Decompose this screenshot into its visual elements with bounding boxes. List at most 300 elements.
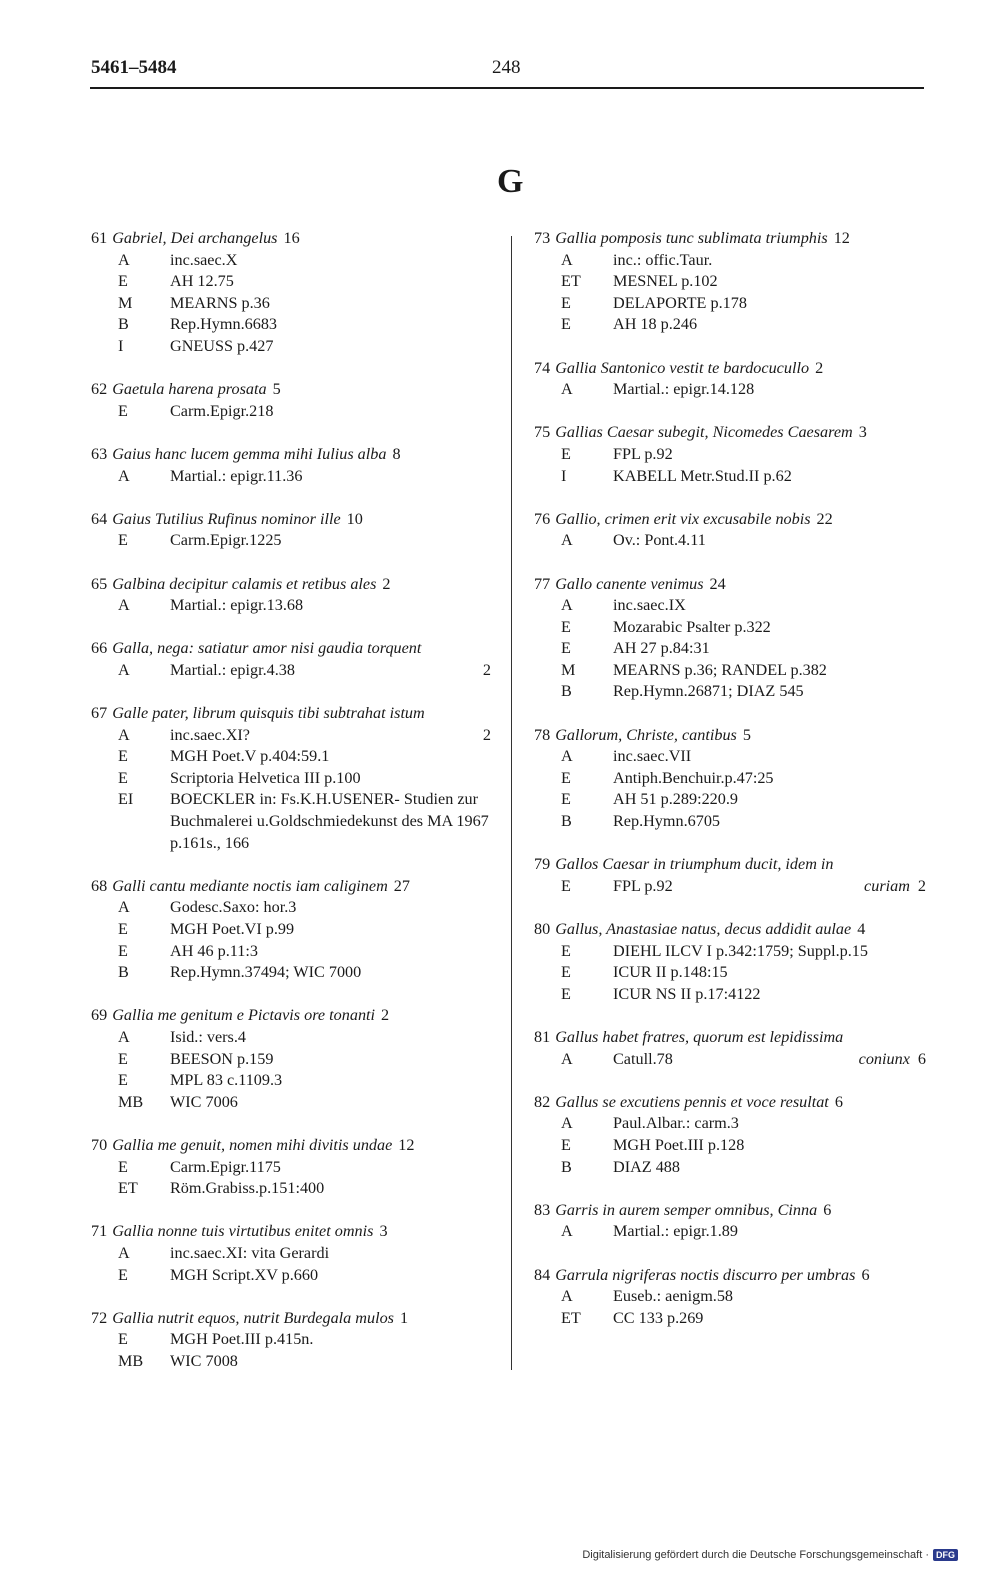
source-text [613, 789, 926, 811]
source-row [534, 638, 926, 660]
source-reference: ICUR II p.148:15 [613, 963, 728, 982]
source-reference: DIAZ 488 [613, 1157, 680, 1176]
source-row [534, 984, 926, 1006]
source-row [534, 876, 926, 898]
source-text [613, 379, 926, 401]
source-reference: inc.: offic.Taur. [613, 250, 713, 269]
entry-line-count: 4 [857, 920, 866, 938]
source-text [170, 768, 491, 790]
source-right-note [859, 1049, 926, 1071]
source-text [170, 293, 491, 315]
entry-incipit: Gaetula harena prosata [112, 380, 267, 399]
source-text [613, 962, 926, 984]
incipit-continuation: coniunx [858, 1049, 910, 1068]
source-code: E [118, 768, 128, 787]
source-text [170, 919, 491, 941]
source-code: E [118, 747, 128, 766]
source-row [534, 811, 926, 833]
source-text [613, 941, 926, 963]
source-reference: MPL 83 c.1109.3 [170, 1071, 283, 1090]
source-text [613, 1049, 926, 1071]
source-row [91, 1049, 491, 1071]
source-code: B [561, 1157, 572, 1176]
entry-number: 67 [91, 704, 108, 723]
entry-number: 64 [91, 509, 108, 528]
source-row [534, 530, 926, 552]
source-text [170, 250, 491, 272]
source-reference: Scriptoria Helvetica III p.100 [170, 768, 361, 787]
source-code: E [561, 639, 571, 658]
source-code: A [561, 531, 573, 550]
source-reference: Martial.: epigr.1.89 [613, 1222, 738, 1241]
entry-number: 75 [534, 423, 551, 442]
entry-heading [534, 574, 926, 596]
entry-line-count: 2 [381, 1006, 390, 1025]
source-row [534, 293, 926, 315]
source-text [170, 1351, 491, 1373]
source-row [91, 660, 491, 682]
source-code: MB [118, 1092, 144, 1111]
source-reference: Rep.Hymn.37494; WIC 7000 [170, 963, 362, 982]
source-text [170, 941, 491, 963]
source-reference: Martial.: epigr.14.128 [613, 380, 755, 399]
source-code: E [561, 617, 571, 636]
source-row [91, 1027, 491, 1049]
source-text [613, 1221, 926, 1243]
source-row [534, 681, 926, 703]
source-code: I [118, 336, 124, 355]
entry-heading [91, 228, 491, 250]
entry-heading [91, 1135, 491, 1157]
entry-number: 65 [91, 574, 108, 593]
entry-incipit: Gabriel, Dei archangelus [112, 229, 278, 247]
source-reference: Carm.Epigr.1175 [170, 1157, 281, 1176]
source-code: A [561, 1114, 573, 1133]
source-text [613, 250, 926, 272]
entry-heading [534, 725, 926, 747]
source-code: E [118, 531, 128, 550]
source-code: M [561, 660, 576, 679]
source-reference: Paul.Albar.: carm.3 [613, 1114, 739, 1133]
source-code: E [561, 444, 571, 463]
source-reference: DELAPORTE p.178 [613, 293, 747, 312]
source-reference: BOECKLER in: Fs.K.H.USENER- Studien zur Buchmalerei u.Goldschmiedekunst des MA 1967 p.161s., 166 [170, 790, 489, 852]
source-code: E [561, 941, 571, 960]
source-row [534, 314, 926, 336]
source-code: A [561, 250, 573, 269]
entry-number: 70 [91, 1135, 108, 1154]
source-reference: KABELL Metr.Stud.II p.62 [613, 466, 792, 485]
source-row [534, 595, 926, 617]
source-row [534, 962, 926, 984]
page-number: 248 [492, 57, 521, 78]
source-text [613, 768, 926, 790]
source-reference: Rep.Hymn.6683 [170, 315, 278, 334]
source-text [170, 336, 491, 358]
source-code: B [118, 315, 129, 334]
source-reference: CC 133 p.269 [613, 1308, 704, 1327]
index-entry [534, 854, 926, 897]
footer-text: Digitalisierung gefördert durch die Deutsche Forschungsgemeinschaft · [582, 1549, 929, 1561]
source-code: E [118, 1049, 128, 1068]
entry-line-count: 3 [858, 423, 867, 442]
entry-incipit: Garrula nigriferas noctis discurro per umbras [555, 1265, 856, 1284]
source-row [91, 250, 491, 272]
entry-number: 68 [91, 876, 108, 895]
entry-heading [91, 444, 491, 466]
source-code: A [561, 380, 573, 399]
source-code: A [118, 466, 130, 485]
source-reference: GNEUSS p.427 [170, 336, 274, 355]
entry-heading [91, 638, 491, 660]
incipit-continuation: curiam [864, 876, 910, 895]
source-text [170, 1049, 491, 1071]
entry-line-count: 12 [398, 1135, 415, 1154]
source-reference: AH 12.75 [170, 272, 234, 291]
index-entry [91, 638, 491, 681]
source-row [534, 1221, 926, 1243]
entry-incipit: Gallia me genitum e Pictavis ore tonanti [112, 1006, 376, 1025]
source-row [91, 530, 491, 552]
source-reference: Mozarabic Psalter p.322 [613, 617, 771, 636]
index-entry [534, 919, 926, 1005]
index-entry [91, 1005, 491, 1113]
source-reference: Isid.: vers.4 [170, 1027, 246, 1046]
entry-number: 72 [91, 1308, 108, 1327]
index-entry [91, 1221, 491, 1286]
source-code: B [561, 682, 572, 701]
source-row [534, 466, 926, 488]
entry-line-count: 2 [382, 574, 391, 593]
dfg-logo: DFG [933, 1549, 958, 1561]
entry-heading [534, 509, 926, 531]
index-entry [91, 703, 491, 854]
entry-incipit: Gallo canente venimus [555, 574, 704, 593]
source-code: E [118, 1157, 128, 1176]
source-row [91, 293, 491, 315]
entry-number: 83 [534, 1200, 551, 1219]
right-column [534, 228, 926, 1351]
entry-number: 78 [534, 725, 551, 744]
source-text [170, 1027, 491, 1049]
entry-line-count: 2 [815, 358, 824, 377]
index-entry [534, 1027, 926, 1070]
source-code: B [561, 812, 572, 831]
source-code: E [118, 1330, 128, 1349]
source-row [534, 1157, 926, 1179]
entry-incipit: Gaius hanc lucem gemma mihi Iulius alba [112, 444, 387, 463]
source-right-note [864, 876, 926, 898]
source-row [91, 897, 491, 919]
source-row [91, 1092, 491, 1114]
source-text [170, 1070, 491, 1092]
source-row [91, 1243, 491, 1265]
index-entry [91, 444, 491, 487]
source-text [170, 1329, 491, 1351]
source-row [534, 746, 926, 768]
source-reference: Ov.: Pont.4.11 [613, 531, 706, 550]
entry-line-count: 12 [833, 229, 850, 247]
entry-number: 73 [534, 229, 551, 247]
source-code: A [118, 1243, 130, 1262]
source-reference: Martial.: epigr.13.68 [170, 596, 304, 615]
entry-heading [534, 1265, 926, 1287]
source-text [613, 595, 926, 617]
entry-line-count: 10 [346, 509, 363, 528]
source-reference: MESNEL p.102 [613, 272, 718, 291]
source-row [91, 336, 491, 358]
entry-incipit: Gallus habet fratres, quorum est lepidissima [555, 1027, 844, 1046]
source-text [613, 876, 926, 898]
source-text [613, 1308, 926, 1330]
section-letter: G [497, 163, 524, 200]
source-text [170, 1243, 491, 1265]
source-row [91, 746, 491, 768]
source-code: E [118, 941, 128, 960]
index-entry [91, 574, 491, 617]
entry-incipit: Gallus se excutiens pennis et voce resultat [555, 1092, 829, 1111]
source-reference: MGH Script.XV p.660 [170, 1265, 319, 1284]
source-code: E [561, 293, 571, 312]
entry-line-count: 6 [861, 1265, 870, 1284]
source-code: E [561, 876, 571, 895]
source-code: ET [561, 272, 581, 291]
entry-heading [91, 876, 491, 898]
source-code: E [561, 768, 571, 787]
source-text [170, 1092, 491, 1114]
index-entry [534, 422, 926, 487]
entry-line-count: 6 [917, 1049, 926, 1068]
entry-heading [534, 1092, 926, 1114]
source-code: E [561, 984, 571, 1003]
entry-line-count: 5 [272, 380, 281, 399]
entry-number: 61 [91, 229, 108, 247]
source-reference: FPL p.92 [613, 444, 673, 463]
entry-heading [534, 228, 926, 250]
source-text [613, 314, 926, 336]
source-row [534, 1113, 926, 1135]
entry-line-count: 22 [816, 509, 833, 528]
source-text [170, 1265, 491, 1287]
index-entry [534, 358, 926, 401]
source-code: A [118, 725, 130, 744]
page-range: 5461–5484 [91, 57, 177, 78]
entry-number: 66 [91, 639, 108, 658]
index-entry [91, 1135, 491, 1200]
source-code: B [118, 963, 129, 982]
source-code: A [561, 747, 573, 766]
source-text [613, 681, 926, 703]
source-text [170, 1157, 491, 1179]
source-code: I [561, 466, 567, 485]
source-row [91, 314, 491, 336]
entry-line-count: 2 [482, 660, 491, 679]
source-code: A [561, 596, 573, 615]
source-row [534, 444, 926, 466]
entry-heading [534, 1027, 926, 1049]
source-reference: inc.saec.VII [613, 747, 692, 766]
source-text [613, 746, 926, 768]
entry-incipit: Gallos Caesar in triumphum ducit, idem in [555, 855, 834, 874]
source-reference: MGH Poet.III p.128 [613, 1135, 745, 1154]
source-reference: MGH Poet.VI p.99 [170, 920, 295, 938]
source-reference: WIC 7008 [170, 1351, 238, 1370]
entry-line-count: 6 [834, 1092, 843, 1111]
source-row [534, 1049, 926, 1071]
index-entry [91, 509, 491, 552]
source-code: A [561, 1287, 573, 1306]
source-row [91, 1351, 491, 1373]
column-divider [511, 236, 512, 1370]
index-entry [534, 725, 926, 833]
source-code: E [561, 315, 571, 334]
entry-heading [534, 854, 926, 876]
entry-incipit: Galbina decipitur calamis et retibus ales [112, 574, 377, 593]
source-code: E [118, 920, 128, 938]
source-reference: MEARNS p.36 [170, 293, 270, 312]
entry-line-count: 2 [482, 725, 491, 744]
entry-incipit: Gallia nonne tuis virtutibus enitet omnis [112, 1222, 374, 1241]
source-row [91, 1329, 491, 1351]
source-text [613, 638, 926, 660]
entry-line-count: 3 [379, 1222, 388, 1241]
index-entry [534, 1265, 926, 1330]
source-code: A [118, 898, 130, 917]
source-code: A [561, 1049, 573, 1068]
entry-heading [91, 1308, 491, 1330]
source-row [91, 789, 491, 854]
source-reference: Martial.: epigr.11.36 [170, 466, 303, 485]
entry-line-count: 16 [283, 229, 300, 247]
entry-number: 76 [534, 509, 551, 528]
entry-incipit: Gallias Caesar subegit, Nicomedes Caesarem [555, 423, 853, 442]
source-row [91, 401, 491, 423]
source-text [170, 466, 491, 488]
source-reference: AH 18 p.246 [613, 315, 698, 334]
source-text [170, 595, 491, 617]
source-text [613, 660, 926, 682]
source-text [170, 660, 491, 682]
source-code: A [118, 660, 130, 679]
source-row [91, 466, 491, 488]
entry-incipit: Gallus, Anastasiae natus, decus addidit aulae [555, 920, 852, 938]
source-code: A [118, 596, 130, 615]
entry-heading [534, 1200, 926, 1222]
source-reference: Rep.Hymn.6705 [613, 812, 721, 831]
index-entry [534, 1200, 926, 1243]
entry-heading [91, 703, 491, 725]
entry-heading [534, 919, 926, 941]
source-reference: BEESON p.159 [170, 1049, 274, 1068]
source-text [613, 984, 926, 1006]
source-row [534, 660, 926, 682]
entry-number: 71 [91, 1222, 108, 1241]
entry-number: 63 [91, 444, 108, 463]
entry-incipit: Gaius Tutilius Rufinus nominor ille [112, 509, 341, 528]
entry-number: 62 [91, 380, 108, 399]
source-reference: AH 27 p.84:31 [613, 639, 710, 658]
source-right-note [475, 660, 491, 682]
source-reference: Röm.Grabiss.p.151:400 [170, 1179, 325, 1198]
source-text [613, 1157, 926, 1179]
source-row [91, 1070, 491, 1092]
source-row [91, 595, 491, 617]
source-row [534, 250, 926, 272]
source-code: E [561, 1135, 571, 1154]
source-row [91, 962, 491, 984]
source-row [534, 1308, 926, 1330]
source-reference: inc.saec.IX [613, 596, 686, 615]
entry-heading [534, 358, 926, 380]
source-text [170, 530, 491, 552]
entry-line-count: 6 [823, 1200, 832, 1219]
entry-number: 82 [534, 1092, 551, 1111]
entry-incipit: Galle pater, librum quisquis tibi subtrahat istum [112, 704, 425, 723]
source-reference: AH 51 p.289:220.9 [613, 790, 739, 809]
source-reference: AH 46 p.11:3 [170, 941, 258, 960]
source-text [613, 617, 926, 639]
source-row [91, 768, 491, 790]
index-entry [534, 228, 926, 336]
source-text [170, 314, 491, 336]
source-reference: WIC 7006 [170, 1092, 238, 1111]
source-row [91, 725, 491, 747]
source-row [534, 379, 926, 401]
entry-line-count: 27 [393, 876, 410, 895]
source-code: E [118, 272, 128, 291]
index-entry [534, 509, 926, 552]
source-row [91, 941, 491, 963]
entry-heading [91, 574, 491, 596]
source-reference: ICUR NS II p.17:4122 [613, 984, 761, 1003]
entry-incipit: Galla, nega: satiatur amor nisi gaudia torquent [112, 639, 422, 658]
entry-heading [91, 1221, 491, 1243]
source-text [170, 401, 491, 423]
index-entry [91, 379, 491, 422]
header-rule [90, 87, 924, 89]
entry-line-count: 24 [709, 574, 726, 593]
left-column [91, 228, 491, 1394]
source-text [613, 293, 926, 315]
source-text [170, 1178, 491, 1200]
source-reference: Euseb.: aenigm.58 [613, 1287, 734, 1306]
entry-incipit: Gallia nutrit equos, nutrit Burdegala mulos [112, 1308, 394, 1327]
entry-number: 79 [534, 855, 551, 874]
source-text [170, 962, 491, 984]
source-reference: Catull.78 [613, 1049, 673, 1068]
entry-incipit: Garris in aurem semper omnibus, Cinna [555, 1200, 818, 1219]
entry-heading [534, 422, 926, 444]
source-text [170, 725, 491, 747]
entry-number: 84 [534, 1265, 551, 1284]
source-text [613, 444, 926, 466]
source-reference: Godesc.Saxo: hor.3 [170, 898, 297, 917]
source-text [613, 271, 926, 293]
source-row [91, 919, 491, 941]
source-reference: DIEHL ILCV I p.342:1759; Suppl.p.15 [613, 941, 868, 960]
source-row [534, 789, 926, 811]
index-entry [91, 228, 491, 358]
entry-number: 77 [534, 574, 551, 593]
source-code: E [561, 790, 571, 809]
source-row [534, 768, 926, 790]
source-text [170, 271, 491, 293]
source-row [91, 1157, 491, 1179]
index-entry [91, 1308, 491, 1373]
source-row [534, 271, 926, 293]
source-reference: inc.saec.XI? [170, 725, 250, 744]
source-reference: FPL p.92 [613, 876, 673, 895]
